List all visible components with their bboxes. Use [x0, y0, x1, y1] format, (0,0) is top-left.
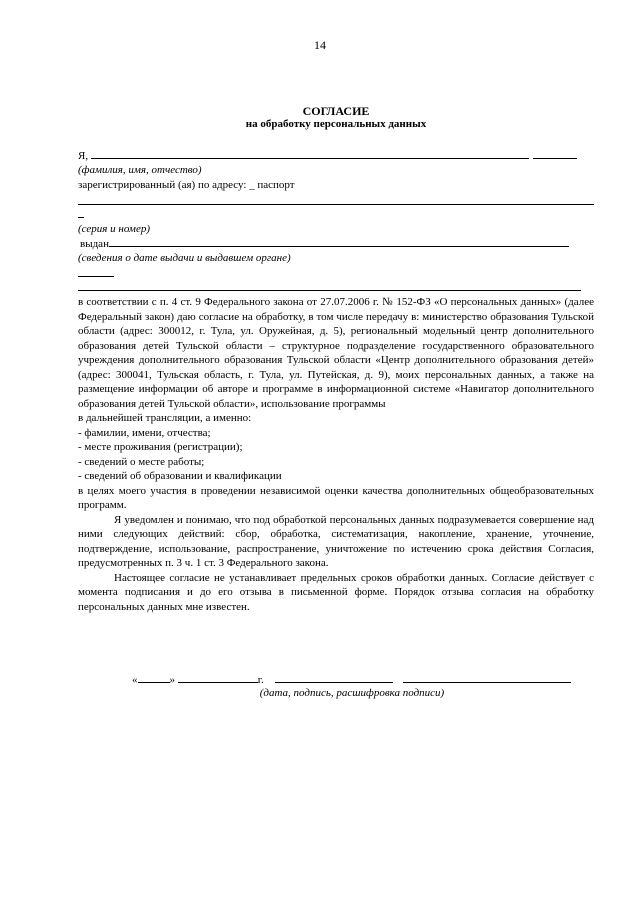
- issued-caption: (сведения о дате выдачи и выдавшем органе): [78, 252, 291, 264]
- consent-paragraph-3: Настоящее согласие не устанавливает предельных сроков обработки данных. Согласие действует с момента подписания и до его отзыва в письменной форме. Порядок отзыва согласия на обработку персональных данных мне известен.: [78, 571, 594, 613]
- list-item: - фамилии, имени, отчества;: [78, 426, 211, 439]
- series-dash: [78, 217, 84, 218]
- list-item: - месте проживания (регистрации);: [78, 441, 243, 453]
- signature-field[interactable]: [275, 672, 393, 683]
- fio-field-end: [533, 148, 577, 159]
- fio-caption: (фамилия, имя, отчество): [78, 164, 202, 176]
- short-rule: [78, 276, 114, 277]
- list-item: - сведений об образовании и квалификации: [78, 470, 282, 482]
- signature-decode-field[interactable]: [403, 672, 571, 683]
- close-quote: »: [169, 674, 175, 686]
- page-number: 14: [314, 38, 326, 52]
- issued-line: [80, 236, 569, 251]
- issued-field-2[interactable]: [78, 290, 581, 291]
- consent-paragraph-1: в соответствии с п. 4 ст. 9 Федерального закона от 27.07.2006 г. № 152-ФЗ «О персональных данных» (далее Федеральный закон) даю согласие на обработку, в том числе передачу в: министерство образования Тульской области (адрес: 300012, г. Тула, ул. Оружейная, д. 5), региональный модельный центр дополнительного образования детей Тульской области – структурное подразделение государственного образовательного учреждения дополнительного образования Тульской области «Центр дополнительного образования детей» (адрес: 300041, Тульская область, г. Тула, ул. Путейская, д. 9), моих персональных данных, а также на размещение информации об авторе и программе в информационной системе «Навигатор дополнительного образования детей Тульской области», использование программы: [78, 296, 594, 410]
- year-suffix: г.: [257, 674, 264, 686]
- fio-field[interactable]: [91, 148, 529, 159]
- issued-label: выдан: [80, 238, 109, 250]
- translation-line: в дальнейшей трансляции, а именно:: [78, 412, 252, 424]
- day-field[interactable]: [138, 672, 170, 683]
- registered-label: зарегистрированный (ая) по адресу: _ паспорт: [78, 179, 295, 191]
- month-field[interactable]: [178, 672, 258, 683]
- fio-line: [78, 148, 577, 163]
- consent-body: [78, 295, 594, 614]
- signature-line: [132, 672, 571, 686]
- list-item: - сведений о месте работы;: [78, 455, 205, 468]
- document-subtitle: на обработку персональных данных: [245, 118, 427, 130]
- document-title: СОГЛАСИЕ: [302, 104, 370, 118]
- address-field[interactable]: [78, 204, 594, 205]
- i-label: Я,: [78, 150, 89, 162]
- issued-field[interactable]: [109, 236, 569, 247]
- series-caption: (серия и номер): [78, 223, 150, 235]
- consent-paragraph-2: Я уведомлен и понимаю, что под обработкой персональных данных подразумевается совершение над ними следующих действий: сбор, обработка, систематизация, накопление, хранение, уточнение, подтверждение, использование, распространение, уничтожение по истечению срока действия Согласия, предусмотренных п. 3 ч. 1 ст. 3 Федерального закона.: [78, 513, 594, 569]
- purpose-paragraph: в целях моего участия в проведении независимой оценки качества дополнительных общеобразовательных программ.: [78, 484, 594, 511]
- open-quote: «: [132, 674, 138, 686]
- signature-caption: (дата, подпись, расшифровка подписи): [259, 687, 445, 699]
